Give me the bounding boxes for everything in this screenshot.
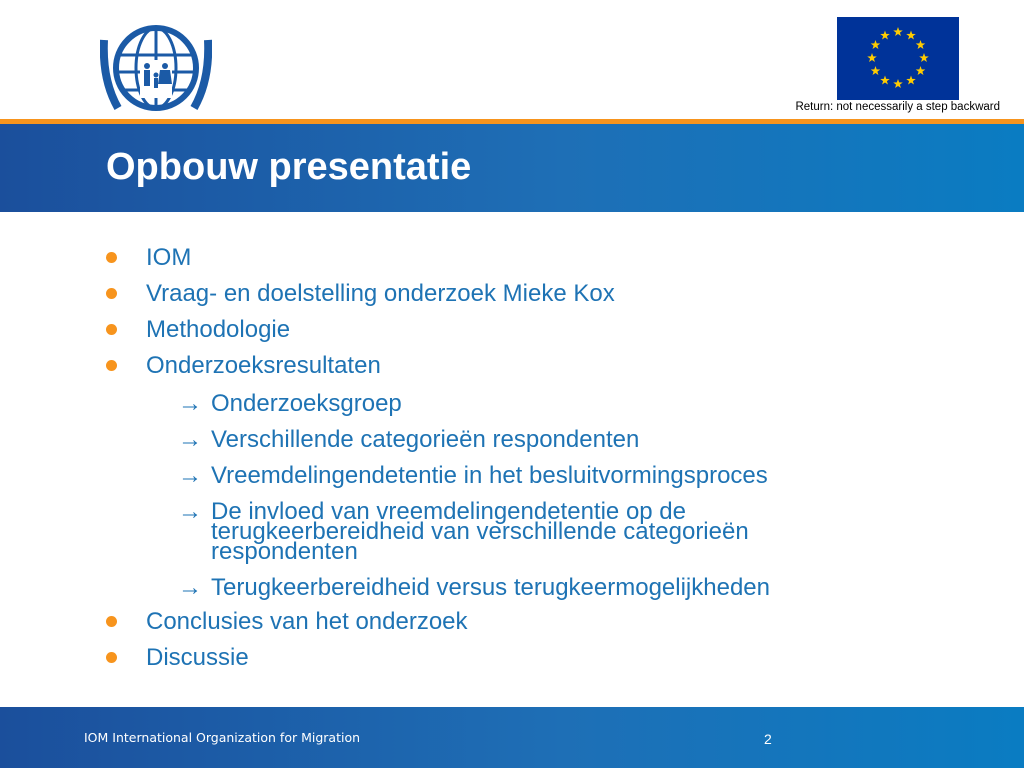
sub-list-item-label: Onderzoeksgroep	[211, 390, 402, 417]
slide-title: Opbouw presentatie	[106, 146, 472, 188]
bullet-dot-icon	[106, 360, 117, 371]
arrow-right-icon: →	[178, 498, 202, 525]
sub-list-item-label: respondenten	[211, 538, 358, 565]
page-number: 2	[764, 731, 772, 747]
list-item-label: Methodologie	[146, 316, 291, 343]
arrow-right-icon: →	[178, 574, 202, 601]
iom-logo	[100, 20, 212, 115]
bullet-dot-icon	[106, 324, 117, 335]
eu-flag	[837, 17, 959, 100]
arrow-right-icon: →	[178, 462, 202, 489]
list-item-label: Vraag- en doelstelling onderzoek Mieke Kox	[146, 280, 615, 307]
arrow-right-icon: →	[178, 390, 202, 417]
sub-list-item-label: Terugkeerbereidheid versus terugkeermogelijkheden	[211, 574, 770, 601]
list-item-label: Conclusies van het onderzoek	[146, 608, 468, 635]
bullet-dot-icon	[106, 652, 117, 663]
bullet-dot-icon	[106, 288, 117, 299]
arrow-right-icon: →	[178, 426, 202, 453]
bullet-dot-icon	[106, 252, 117, 263]
sub-list-item-label: Vreemdelingendetentie in het besluitvormingsproces	[211, 462, 768, 489]
footer-organization: IOM International Organization for Migration	[84, 730, 361, 745]
list-item-label: Discussie	[146, 644, 249, 671]
bullet-dot-icon	[106, 616, 117, 627]
list-item-label: Onderzoeksresultaten	[146, 352, 381, 379]
sub-list-item-label: Verschillende categorieën respondenten	[211, 426, 640, 453]
list-item-label: IOM	[146, 244, 192, 271]
sub-list-item-label: De invloed van vreemdelingendetentie op de	[211, 498, 686, 525]
sub-list-item-label: terugkeerbereidheid van verschillende categorieën	[211, 518, 749, 545]
tagline: Return: not necessarily a step backward	[795, 101, 1000, 113]
